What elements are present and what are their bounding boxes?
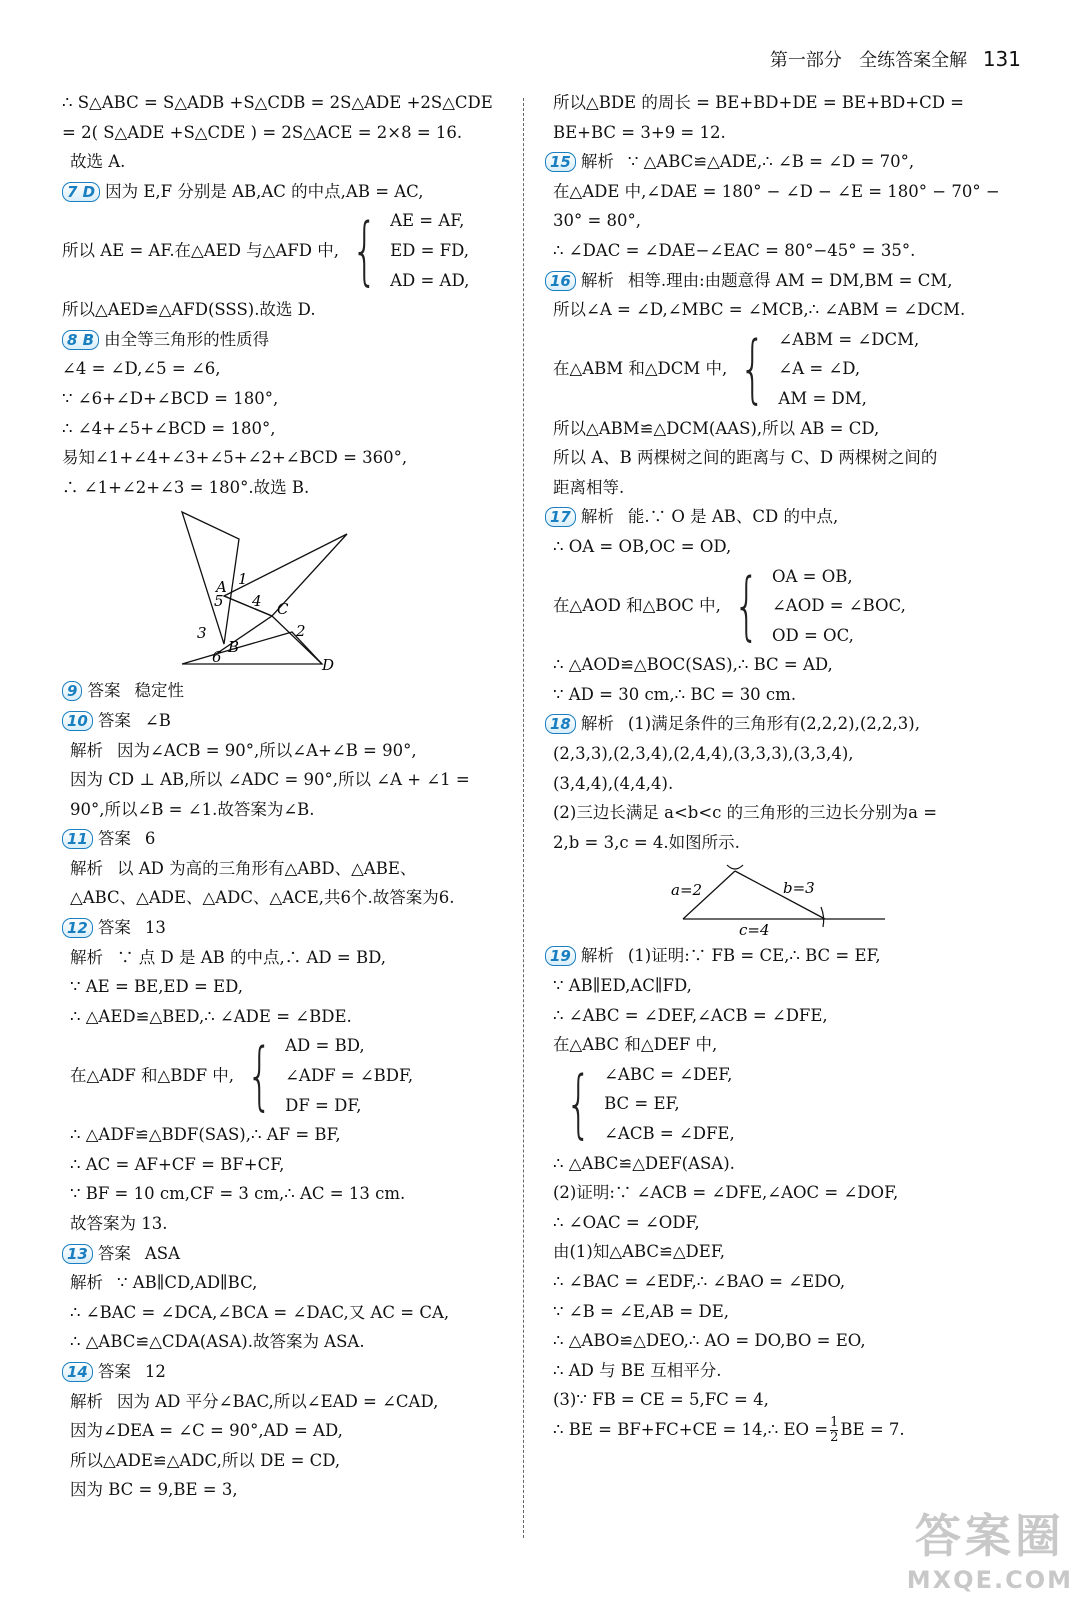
line-text: 距离相等. — [553, 477, 625, 497]
brace-symbol: { — [246, 1032, 273, 1119]
line-text: (2)证明:∵ ∠ACB = ∠DFE,∠AOC = ∠DOF, — [553, 1183, 899, 1203]
equation-row: OD = OC, — [771, 625, 854, 645]
text-line — [62, 1031, 514, 1120]
equation-system — [604, 1060, 735, 1149]
line-text: ∴ △AOD≌△BOC(SAS),∴ BC = AD, — [553, 655, 833, 675]
equation-row: ∠ABC = ∠DEF, — [604, 1064, 733, 1084]
text-line — [62, 854, 514, 884]
line-text: 13 — [144, 918, 166, 938]
answer-label: 答案 — [97, 1243, 131, 1263]
equation-row: ∠AOD = ∠BOC, — [771, 596, 906, 616]
text-line — [62, 384, 514, 414]
watermark — [907, 1500, 1073, 1594]
system-lead-text: 在△AOD 和△BOC 中, — [553, 596, 721, 616]
equation-row: ∠A = ∠D, — [778, 359, 861, 379]
text-line — [545, 798, 1025, 828]
line-text: 以 AD 为高的三角形有△ABD、△ABE、 — [117, 858, 417, 878]
line-text: ∵ AB∥ED,AC∥FD, — [553, 976, 692, 996]
equation-row: ∠ABM = ∠DCM, — [778, 329, 920, 349]
answer-label: 解析 — [70, 947, 103, 967]
equation-system — [772, 562, 906, 651]
text-line — [62, 414, 514, 444]
equation-system — [778, 325, 919, 414]
answer-label: 解析 — [70, 1273, 103, 1293]
equation-row: AE = AF, — [390, 211, 465, 231]
line-text: (2)三边长满足 a<b<c 的三角形的三边长分别为a = — [553, 803, 938, 823]
text-line — [545, 1178, 1025, 1208]
system-lead-text: 在△ABM 和△DCM 中, — [553, 359, 728, 379]
text-line — [62, 706, 514, 736]
answer-label: 解析 — [580, 714, 614, 734]
answer-label: 解析 — [70, 858, 103, 878]
text-line — [545, 1297, 1025, 1327]
line-text: 2,b = 3,c = 4.如图所示. — [553, 832, 740, 852]
text-line — [62, 88, 514, 118]
text-line — [545, 1149, 1025, 1179]
equation-row: AD = AD, — [390, 270, 470, 290]
part-label: 第一部分 — [769, 50, 842, 71]
answer-label: 答案 — [87, 681, 121, 701]
line-text: 相等.理由:由题意得 AM = DM,BM = CM, — [627, 270, 953, 290]
text-line — [545, 1415, 1025, 1445]
text-line — [545, 177, 1025, 207]
text-line — [545, 680, 1025, 710]
figure-angles — [172, 504, 472, 674]
figure-label: C — [277, 600, 289, 619]
equation-system — [285, 1031, 413, 1120]
page-number: 131 — [982, 47, 1021, 71]
equation-row: ∠ACB = ∠DFE, — [604, 1124, 735, 1143]
line-text: 所以△AED≌△AFD(SSS).故选 D. — [62, 300, 316, 320]
line-text: ∴ ∠DAC = ∠DAE−∠EAC = 80°−45° = 35°. — [553, 240, 916, 260]
text-line — [545, 1356, 1025, 1386]
line-text: BE+BC = 3+9 = 12. — [553, 122, 726, 142]
text-line — [545, 295, 1025, 325]
system-lead-text: 所以 AE = AF.在△AED 与△AFD 中, — [62, 240, 339, 260]
line-text: (3,4,4),(4,4,4). — [553, 773, 674, 793]
figure-line — [224, 596, 272, 616]
text-line — [62, 206, 514, 295]
equation-row: AD = BD, — [285, 1036, 365, 1056]
equation-text: BE = 7. — [840, 1419, 905, 1439]
text-line — [62, 1150, 514, 1180]
answer-label: 解析 — [580, 152, 614, 172]
line-text: ∵ ∠B = ∠E,AB = DE, — [553, 1301, 729, 1321]
text-line — [545, 828, 1025, 858]
question-number-badge: 12 — [62, 918, 93, 938]
text-line — [545, 443, 1025, 473]
figure-label: c=4 — [739, 921, 770, 940]
question-number-badge: 17 — [545, 507, 576, 527]
line-text: 因为 E,F 分别是 AB,AC 的中点,AB = AC, — [105, 181, 424, 201]
fraction-numerator: 1 — [830, 1414, 839, 1430]
figure-label: B — [228, 638, 240, 657]
text-line — [62, 325, 514, 355]
line-text: 因为 BC = 9,BE = 3, — [70, 1480, 238, 1500]
figure-line — [182, 512, 239, 644]
text-line — [545, 1326, 1025, 1356]
figure-label: 6 — [212, 648, 222, 667]
line-text: 由(1)知△ABC≌△DEF, — [553, 1242, 725, 1262]
text-line — [62, 1120, 514, 1150]
text-line — [545, 325, 1025, 414]
system-lead-text: 在△ADF 和△BDF 中, — [70, 1066, 235, 1086]
question-number-badge: 18 — [545, 714, 576, 734]
answer-label: 答案 — [97, 918, 131, 938]
text-line — [545, 147, 1025, 177]
line-text: △ABC、△ADE、△ADC、△ACE,共6个.故答案为6. — [70, 888, 455, 908]
line-text: 6 — [144, 829, 156, 849]
text-line — [62, 443, 514, 473]
question-number-badge: 9 — [62, 681, 82, 701]
text-line — [545, 971, 1025, 1001]
line-text: ∴ ∠OAC = ∠ODF, — [553, 1212, 700, 1232]
figure-label: b=3 — [783, 879, 815, 898]
compass-arc — [727, 865, 743, 869]
line-text: ∠B — [144, 710, 171, 730]
line-text: 所以△ADE≌△ADC,所以 DE = CD, — [70, 1450, 341, 1470]
line-text: ∵ AD = 30 cm,∴ BC = 30 cm. — [553, 684, 797, 704]
text-line — [545, 502, 1025, 532]
question-number-badge: 13 — [62, 1244, 93, 1264]
text-line — [62, 883, 514, 913]
line-text: ∴ △ABC≌△CDA(ASA).故答案为 ASA. — [70, 1332, 365, 1352]
text-line — [62, 1327, 514, 1357]
text-line — [62, 118, 514, 148]
line-text: ∠4 = ∠D,∠5 = ∠6, — [62, 359, 221, 379]
answer-label: 答案 — [97, 710, 131, 730]
text-line — [62, 795, 514, 825]
brace-symbol: { — [733, 562, 760, 649]
text-line — [62, 177, 514, 207]
line-text: ∴ AD 与 BE 互相平分. — [553, 1360, 722, 1380]
book-title: 全练答案全解 — [859, 50, 968, 71]
line-text: 故答案为 13. — [70, 1214, 168, 1233]
question-number-badge: 15 — [545, 152, 576, 172]
figure-label: 1 — [238, 570, 248, 589]
text-line — [62, 1298, 514, 1328]
text-line — [62, 943, 514, 973]
answer-label: 解析 — [580, 507, 614, 527]
line-text: ∴ △ABC≌△DEF(ASA). — [553, 1153, 735, 1173]
line-text: ∴ ∠BAC = ∠DCA,∠BCA = ∠DAC,又 AC = CA, — [70, 1302, 450, 1322]
question-number-badge: 16 — [545, 271, 576, 291]
line-text: 稳定性 — [134, 681, 184, 701]
text-line — [545, 709, 1025, 739]
answer-label: 答案 — [97, 829, 131, 849]
watermark-sub: MXQE.COM — [906, 1566, 1073, 1594]
text-line — [545, 118, 1025, 148]
figure-label: 5 — [214, 592, 224, 611]
brace-symbol: { — [739, 326, 766, 413]
watermark-main: 答案圈 — [914, 1509, 1065, 1563]
answer-label: 解析 — [580, 270, 614, 290]
text-line — [545, 769, 1025, 799]
figure-label: 4 — [252, 592, 262, 611]
line-text: ∴ △AED≌△BED,∴ ∠ADE = ∠BDE. — [70, 1006, 352, 1026]
line-text: 在△ADE 中,∠DAE = 180° − ∠D − ∠E = 180° − 70° − — [553, 181, 1000, 201]
equation-system — [390, 206, 469, 295]
left-column — [62, 88, 514, 1505]
question-number-badge: 11 — [62, 829, 93, 849]
text-line — [545, 1208, 1025, 1238]
figure-triangle — [655, 859, 905, 939]
text-line — [62, 354, 514, 384]
line-text: ∴ ∠ABC = ∠DEF,∠ACB = ∠DFE, — [553, 1005, 828, 1025]
text-line — [62, 1209, 514, 1239]
line-text: ∴ OA = OB,OC = OD, — [553, 536, 732, 556]
line-text: ∵ ∠6+∠D+∠BCD = 180°, — [62, 388, 279, 408]
line-text: ∵ AE = BE,ED = ED, — [70, 977, 243, 997]
text-line — [62, 1387, 514, 1417]
figure-label: D — [322, 656, 335, 675]
line-text: (3)∵ FB = CE = 5,FC = 4, — [553, 1390, 769, 1410]
line-text: ∴ ∠1+∠2+∠3 = 180°.故选 B. — [62, 477, 310, 497]
text-line — [545, 1030, 1025, 1060]
figure-label: a=2 — [671, 881, 703, 900]
answer-label: 解析 — [580, 946, 614, 966]
text-line — [62, 1357, 514, 1387]
line-text: 所以∠A = ∠D,∠MBC = ∠MCB,∴ ∠ABM = ∠DCM. — [553, 300, 966, 320]
equation-row: ED = FD, — [390, 240, 469, 260]
fraction-denominator: 2 — [830, 1429, 839, 1445]
line-text: ASA — [144, 1243, 181, 1263]
equation-text: ∴ BE = BF+FC+CE = 14,∴ EO = — [553, 1419, 829, 1439]
line-text: = 2( S△ADE +S△CDE ) = 2S△ACE = 2×8 = 16. — [62, 122, 463, 142]
text-line — [545, 1267, 1025, 1297]
line-text: ∴ ∠4+∠5+∠BCD = 180°, — [62, 418, 276, 438]
line-text: ∵ △ABC≌△ADE,∴ ∠B = ∠D = 70°, — [627, 152, 915, 172]
line-text: (1)证明:∵ FB = CE,∴ BC = EF, — [627, 946, 881, 966]
text-line — [62, 1416, 514, 1446]
question-number-badge: 7 D — [62, 182, 100, 202]
line-text: ∴ △ABO≌△DEO,∴ AO = DO,BO = EO, — [553, 1331, 866, 1351]
question-number-badge: 14 — [62, 1362, 93, 1382]
text-line — [545, 739, 1025, 769]
line-text: 在△ABC 和△DEF 中, — [553, 1035, 718, 1055]
equation-row: BC = EF, — [604, 1094, 680, 1114]
text-line — [545, 473, 1025, 503]
line-text: 12 — [144, 1361, 166, 1381]
text-line — [62, 473, 514, 503]
text-line — [545, 206, 1025, 236]
answer-label: 解析 — [70, 1391, 103, 1411]
text-line — [62, 676, 514, 706]
text-line — [62, 147, 514, 177]
line-text: ∴ △ADF≌△BDF(SAS),∴ AF = BF, — [70, 1125, 341, 1145]
line-text: 易知∠1+∠4+∠3+∠5+∠2+∠BCD = 360°, — [62, 448, 408, 468]
text-line — [545, 236, 1025, 266]
line-text: ∴ S△ABC = S△ADB +S△CDB = 2S△ADE +2S△CDE — [62, 93, 493, 112]
line-text: (1)满足条件的三角形有(2,2,2),(2,2,3), — [627, 714, 920, 734]
text-line — [545, 1060, 1025, 1149]
brace-symbol: { — [351, 207, 378, 294]
text-line — [62, 1239, 514, 1269]
line-text: ∴ AC = AF+CF = BF+CF, — [70, 1154, 285, 1174]
line-text: 由全等三角形的性质得 — [104, 329, 270, 349]
text-line — [545, 266, 1025, 296]
fraction — [830, 1416, 838, 1445]
line-text: 所以△BDE 的周长 = BE+BD+DE = BE+BD+CD = — [553, 93, 965, 112]
line-text: 30° = 80°, — [553, 211, 642, 231]
text-line — [545, 1385, 1025, 1415]
equation-row: DF = DF, — [285, 1095, 362, 1115]
text-line — [62, 295, 514, 325]
text-line — [545, 532, 1025, 562]
line-text: 所以 A、B 两棵树之间的距离与 C、D 两棵树之间的 — [553, 448, 938, 468]
line-text: 所以△ABM≌△DCM(AAS),所以 AB = CD, — [553, 418, 880, 438]
line-text: 因为 CD ⊥ AB,所以 ∠ADC = 90°,所以 ∠A + ∠1 = — [70, 770, 470, 790]
text-line — [545, 650, 1025, 680]
text-line — [62, 1002, 514, 1032]
equation-row: OA = OB, — [771, 566, 853, 586]
text-line — [545, 1237, 1025, 1267]
text-line — [545, 1001, 1025, 1031]
equation-row: AM = DM, — [778, 388, 867, 408]
text-line — [62, 824, 514, 854]
text-line — [545, 414, 1025, 444]
text-line — [62, 913, 514, 943]
column-divider — [523, 98, 524, 1538]
line-text: 因为∠ACB = 90°,所以∠A+∠B = 90°, — [117, 740, 417, 760]
question-number-badge: 8 B — [62, 330, 99, 350]
text-line — [62, 972, 514, 1002]
equation-row: ∠ADF = ∠BDF, — [285, 1066, 414, 1086]
line-text: ∴ ∠BAC = ∠EDF,∴ ∠BAO = ∠EDO, — [553, 1271, 846, 1291]
right-column — [545, 88, 1025, 1445]
text-line — [62, 1179, 514, 1209]
text-line — [62, 736, 514, 766]
text-line — [62, 1268, 514, 1298]
text-line — [62, 1475, 514, 1505]
figure-label: 2 — [296, 622, 306, 641]
page-header — [770, 46, 1021, 72]
text-line — [545, 941, 1025, 971]
text-line — [545, 88, 1025, 118]
line-text: 因为∠DEA = ∠C = 90°,AD = AD, — [70, 1421, 343, 1441]
answer-label: 解析 — [70, 740, 103, 760]
question-number-badge: 19 — [545, 946, 576, 966]
brace-symbol: { — [565, 1061, 592, 1148]
text-line — [545, 562, 1025, 651]
line-text: 90°,所以∠B = ∠1.故答案为∠B. — [70, 799, 315, 819]
line-text: 因为 AD 平分∠BAC,所以∠EAD = ∠CAD, — [117, 1391, 439, 1411]
text-line — [62, 1446, 514, 1476]
line-text: ∵ AB∥CD,AD∥BC, — [117, 1273, 258, 1293]
line-text: ∵ 点 D 是 AB 的中点,∴ AD = BD, — [117, 947, 386, 967]
line-text: ∵ BF = 10 cm,CF = 3 cm,∴ AC = 13 cm. — [70, 1184, 406, 1204]
answer-label: 答案 — [97, 1361, 131, 1381]
line-text: (2,3,3),(2,3,4),(2,4,4),(3,3,3),(3,3,4), — [553, 744, 854, 764]
line-text: 能.∵ O 是 AB、CD 的中点, — [627, 507, 839, 527]
line-text: 故选 A. — [70, 152, 126, 172]
text-line — [62, 765, 514, 795]
figure-label: 3 — [197, 624, 207, 643]
question-number-badge: 10 — [62, 711, 93, 731]
figure-label: A — [216, 578, 227, 597]
